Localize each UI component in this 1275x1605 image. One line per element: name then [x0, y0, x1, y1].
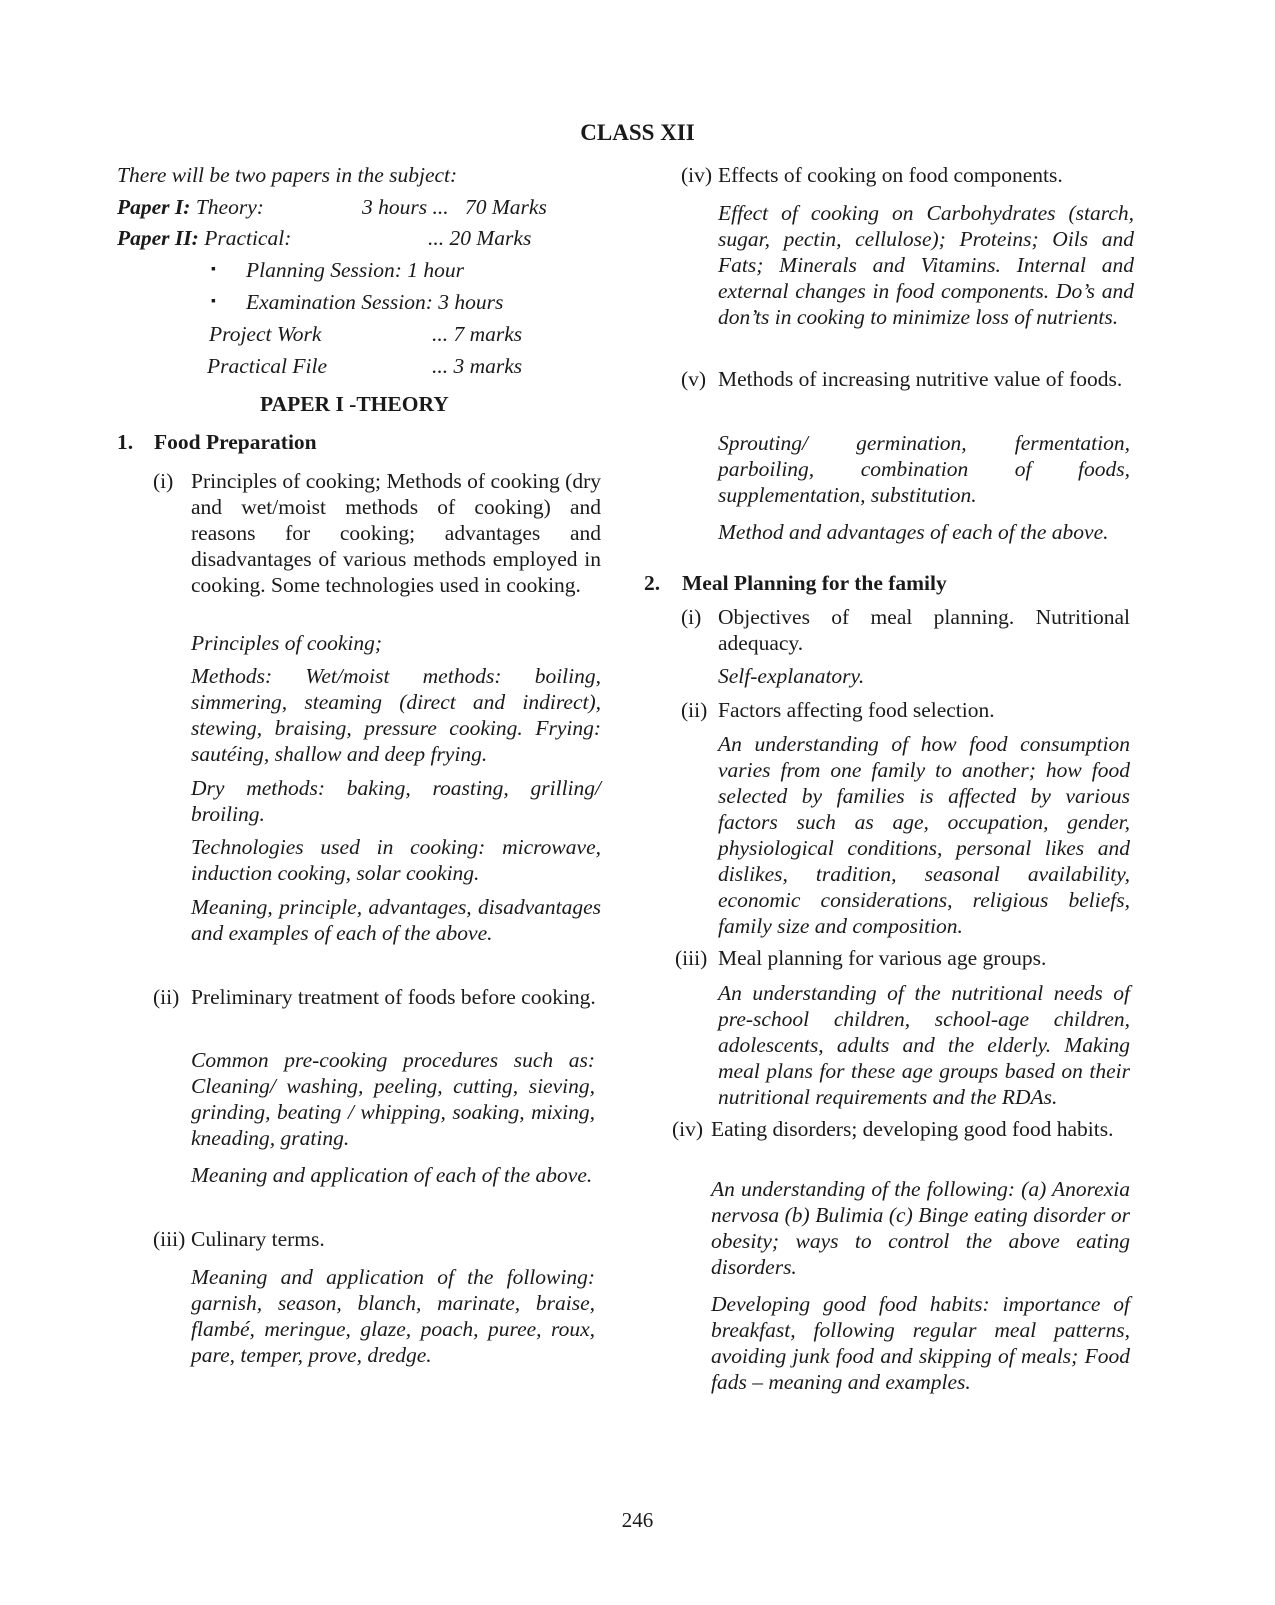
paper2-label: Paper II:	[117, 226, 199, 250]
item-number: (iv)	[672, 1117, 704, 1141]
item-text: Culinary terms.	[191, 1227, 325, 1251]
item-number: (ii)	[681, 698, 708, 722]
item-text: Meal planning for various age groups.	[718, 946, 1047, 970]
item-note: Meaning, principle, advantages, disadvantages and examples of each of the above.	[191, 895, 601, 945]
project-work-label: Project Work	[209, 322, 322, 346]
item-note: Sprouting/ germination, fermentation, parboiling, combination of foods, supplementation, substitution.	[718, 431, 1130, 507]
section2-title: Meal Planning for the family	[682, 571, 947, 595]
item-note: An understanding of the nutritional needs of pre-school children, school-age children, adolescents, adults and the elderly. Making meal plans for these age groups based on their nutritional requirements and the RDAs.	[718, 981, 1130, 1109]
project-work-value: ... 7 marks	[432, 322, 523, 346]
item-number: (iii)	[153, 1227, 186, 1251]
item-note: Dry methods: baking, roasting, grilling/ broiling.	[191, 776, 601, 826]
intro-line: There will be two papers in the subject:	[117, 163, 458, 187]
item-note: An understanding of the following: (a) Anorexia nervosa (b) Bulimia (c) Binge eating disorder or obesity; ways to control the above eating disorders.	[711, 1177, 1130, 1279]
paper2-row	[117, 225, 291, 251]
item-note: Technologies used in cooking: microwave, induction cooking, solar cooking.	[191, 835, 601, 885]
bullet-icon: ▪	[211, 294, 216, 309]
practical-file-label: Practical File	[207, 354, 328, 378]
section2-number: 2.	[644, 571, 661, 595]
section1-title: Food Preparation	[154, 430, 317, 454]
item-note: Principles of cooking;	[191, 631, 383, 655]
item-text: Effects of cooking on food components.	[718, 163, 1063, 187]
bullet-planning-session: Planning Session: 1 hour	[246, 258, 464, 282]
page-number: 246	[621, 1508, 654, 1532]
paper-heading: PAPER I -THEORY	[260, 392, 449, 416]
item-note: Common pre-cooking procedures such as: Cleaning/ washing, peeling, cutting, sieving, grinding, beating / whipping, soaking, mixing, kneading, grating.	[191, 1048, 595, 1150]
item-note: Developing good food habits: importance of breakfast, following regular meal patterns, avoiding junk food and skipping of meals; Food fads – meaning and examples.	[711, 1292, 1130, 1394]
item-note: Meaning and application of the following: garnish, season, blanch, marinate, braise, flambé, meringue, glaze, poach, puree, roux, pare, temper, prove, dredge.	[191, 1265, 595, 1367]
paper1-type: Theory:	[195, 195, 264, 219]
bullet-examination-session: Examination Session: 3 hours	[246, 290, 504, 314]
practical-file-value: ... 3 marks	[432, 354, 523, 378]
item-text: Principles of cooking; Methods of cooking (dry and wet/moist methods of cooking) and reasons for cooking; advantages and disadvantages of various methods employed in cooking. Some technologies used in cooking.	[191, 469, 601, 597]
paper2-type: Practical:	[204, 226, 292, 250]
paper1-label: Paper I:	[117, 195, 191, 219]
item-text: Eating disorders; developing good food habits.	[711, 1117, 1114, 1141]
paper1-row	[117, 194, 264, 220]
item-number: (i)	[681, 605, 702, 629]
paper2-marks: ... 20 Marks	[428, 226, 532, 250]
item-text: Factors affecting food selection.	[718, 698, 995, 722]
item-text: Preliminary treatment of foods before cooking.	[191, 985, 596, 1009]
item-number: (iv)	[681, 163, 713, 187]
paper1-duration: 3 hours ...	[362, 195, 449, 219]
item-note: Effect of cooking on Carbohydrates (starch, sugar, pectin, cellulose); Proteins; Oils and Fats; Minerals and Vitamins. Internal and external changes in food components. Do’s and don’ts in cooking to minimize loss of nutrients.	[718, 201, 1134, 329]
section1-number: 1.	[117, 430, 134, 454]
item-note: An understanding of how food consumption varies from one family to another; how food selected by families is affected by various factors such as age, occupation, gender, physiological conditions, personal likes and dislikes, tradition, seasonal availability, economic considerations, religious beliefs, family size and composition.	[718, 732, 1130, 938]
item-text: Methods of increasing nutritive value of foods.	[718, 367, 1123, 391]
page-title: CLASS XII	[580, 120, 695, 145]
item-number: (ii)	[153, 985, 180, 1009]
item-text: Objectives of meal planning. Nutritional adequacy.	[718, 605, 1130, 655]
item-note: Method and advantages of each of the above.	[718, 520, 1109, 544]
paper1-marks: 70 Marks	[465, 195, 547, 219]
item-number: (i)	[153, 469, 174, 493]
item-note: Methods: Wet/moist methods: boiling, simmering, steaming (direct and indirect), stewing, braising, pressure cooking. Frying: sautéing, shallow and deep frying.	[191, 664, 601, 766]
item-number: (iii)	[675, 946, 708, 970]
item-note: Self-explanatory.	[718, 664, 865, 688]
item-note: Meaning and application of each of the above.	[191, 1163, 593, 1187]
item-number: (v)	[681, 367, 707, 391]
bullet-icon: ▪	[211, 262, 216, 277]
